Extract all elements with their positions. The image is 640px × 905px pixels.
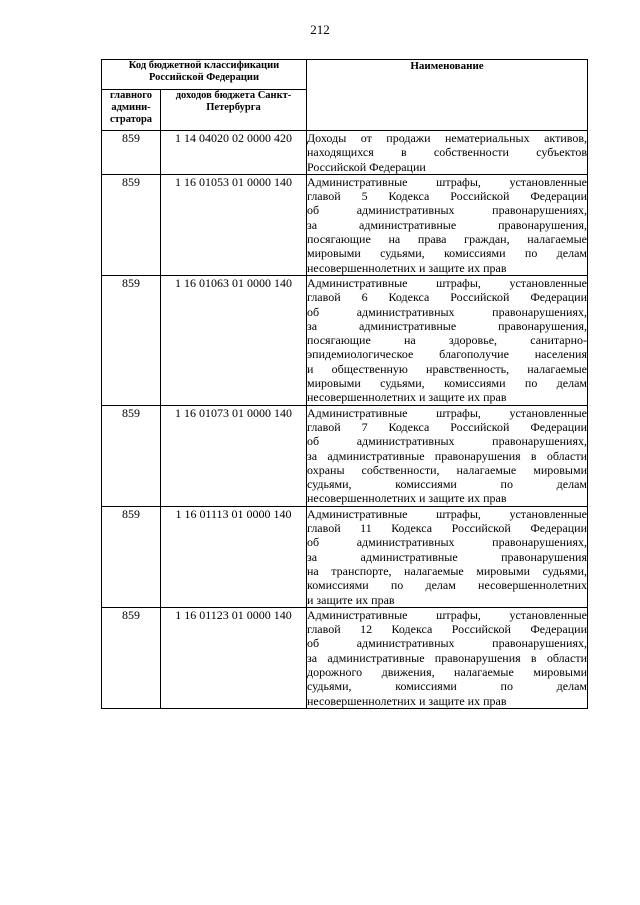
name-text-line: Административные штрафы, установленные: [307, 275, 587, 290]
name-text-line: за административные правонарушения в области: [307, 650, 587, 665]
name-text-line: Административные штрафы, установленные: [307, 174, 587, 189]
name-cell: [307, 506, 588, 607]
name-text-line: посягающие на здоровье, санитарно-: [307, 333, 587, 348]
name-text-line: на транспорте, налагаемые мировыми судьями,: [307, 563, 587, 578]
income-code-cell: 1 16 01073 01 0000 140: [161, 405, 307, 506]
page-number: 212: [310, 22, 330, 37]
name-text-line: об административных правонарушениях,: [307, 434, 587, 449]
name-text-line: Административные штрафы, установленные: [307, 607, 587, 622]
table-row: [102, 405, 588, 506]
name-text-line: комиссиями по делам несовершеннолетних: [307, 578, 587, 593]
table-row: [102, 131, 588, 175]
name-text-line: Доходы от продажи нематериальных активов,: [307, 131, 587, 145]
name-text-line: за административные правонарушения в области: [307, 448, 587, 463]
name-cell: [307, 405, 588, 506]
name-text-line: об административных правонарушениях,: [307, 304, 587, 319]
name-text-line: несовершеннолетних и защите их прав: [307, 260, 507, 275]
name-text-line: об административных правонарушениях,: [307, 636, 587, 651]
name-text-line: несовершеннолетних и защите их прав: [307, 491, 507, 506]
income-code-cell: 1 16 01053 01 0000 140: [161, 174, 307, 275]
income-code-cell: 1 14 04020 02 0000 420: [161, 131, 307, 175]
income-code-cell: 1 16 01123 01 0000 140: [161, 607, 307, 708]
income-code-cell: 1 16 01113 01 0000 140: [161, 506, 307, 607]
name-text-line: мировыми судьями, комиссиями по делам: [307, 376, 587, 391]
name-cell: [307, 275, 588, 405]
admin-code-cell: 859: [102, 607, 161, 708]
table-row: [102, 275, 588, 405]
name-text-line: находящихся в собственности субъектов: [307, 145, 587, 160]
name-text-line: об административных правонарушениях,: [307, 535, 587, 550]
name-text-line: Административные штрафы, установленные: [307, 506, 587, 521]
name-text-line: судьями, комиссиями по делам: [307, 477, 587, 492]
admin-code-cell: 859: [102, 275, 161, 405]
name-text-line: Административные штрафы, установленные: [307, 405, 587, 420]
name-text-line: дорожного движения, налагаемые мировыми: [307, 664, 587, 679]
table-row: [102, 174, 588, 275]
header-admin: главного админи-стратора: [102, 90, 161, 131]
admin-code-cell: 859: [102, 506, 161, 607]
name-cell: [307, 131, 588, 175]
header-income: доходов бюджета Санкт-Петербурга: [161, 90, 307, 131]
header-code-group: Код бюджетной классификации Российской Федерации: [102, 60, 307, 90]
admin-code-cell: 859: [102, 131, 161, 175]
name-text-line: главой 7 Кодекса Российской Федерации: [307, 419, 587, 434]
header-name: Наименование: [307, 60, 588, 131]
table-row: [102, 607, 588, 708]
income-code-cell: 1 16 01063 01 0000 140: [161, 275, 307, 405]
name-text-line: главой 5 Кодекса Российской Федерации: [307, 189, 587, 204]
name-text-line: за административные правонарушения: [307, 549, 587, 564]
name-cell: [307, 607, 588, 708]
name-text-line: несовершеннолетних и защите их прав: [307, 693, 507, 708]
name-text-line: Российской Федерации: [307, 159, 426, 174]
admin-code-cell: 859: [102, 174, 161, 275]
name-text-line: главой 6 Кодекса Российской Федерации: [307, 290, 587, 305]
name-text-line: несовершеннолетних и защите их прав: [307, 390, 507, 405]
name-text-line: эпидемиологическое благополучие населения: [307, 347, 587, 362]
name-text-line: за административные правонарушения,: [307, 217, 587, 232]
name-text-line: об административных правонарушениях,: [307, 203, 587, 218]
name-text-line: охраны собственности, налагаемые мировыми: [307, 462, 587, 477]
budget-classification-table: [101, 59, 588, 709]
name-text-line: главой 12 Кодекса Российской Федерации: [307, 622, 587, 637]
table-row: [102, 506, 588, 607]
name-text-line: и защите их прав: [307, 592, 395, 607]
name-text-line: за административные правонарушения,: [307, 318, 587, 333]
name-text-line: мировыми судьями, комиссиями по делам: [307, 246, 587, 261]
name-cell: [307, 174, 588, 275]
name-text-line: и общественную нравственность, налагаемые: [307, 361, 587, 376]
name-text-line: судьями, комиссиями по делам: [307, 679, 587, 694]
name-text-line: посягающие на права граждан, налагаемые: [307, 232, 587, 247]
name-text-line: главой 11 Кодекса Российской Федерации: [307, 521, 587, 536]
admin-code-cell: 859: [102, 405, 161, 506]
